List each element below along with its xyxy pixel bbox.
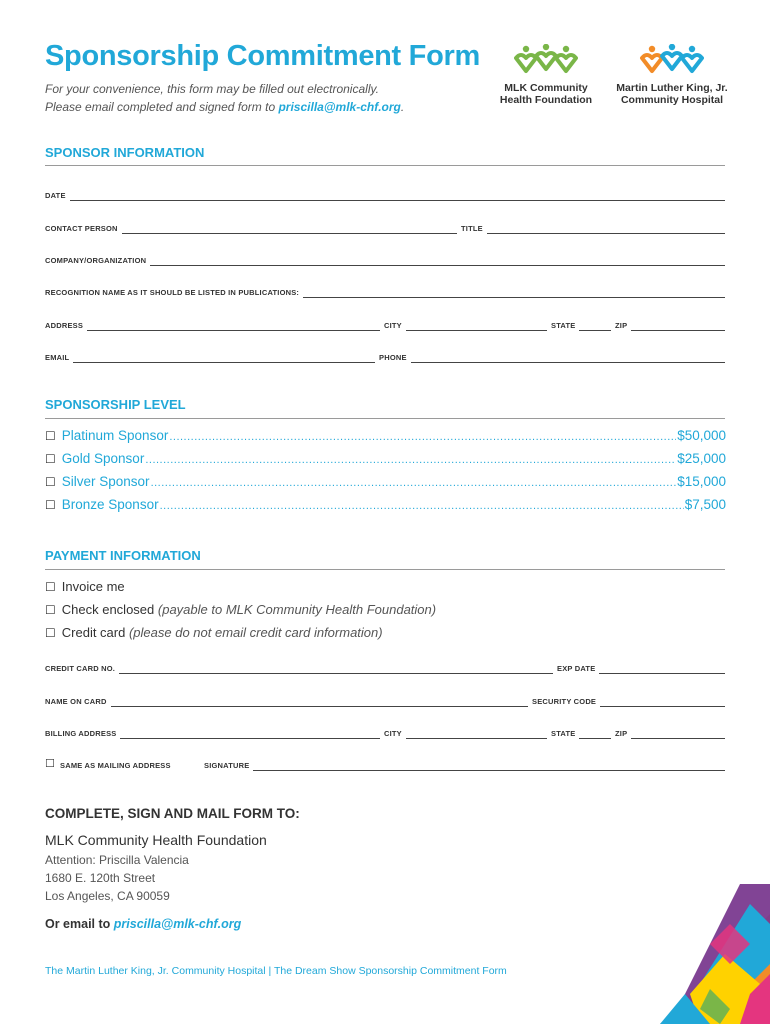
payment-option-note: (payable to MLK Community Health Foundation) [157, 602, 437, 617]
billing-city-field[interactable] [384, 727, 547, 739]
payment-option-check[interactable] [45, 602, 436, 617]
level-name: Platinum Sponsor [61, 428, 169, 443]
mail-street: 1680 E. 120th Street [45, 871, 156, 885]
contact-person-field[interactable] [45, 222, 457, 234]
address-field[interactable] [45, 319, 380, 331]
level-price: $25,000 [677, 451, 726, 466]
same-as-mailing-label-wrap [60, 759, 200, 771]
intro-line-1: For your convenience, this form may be filled out electronically. [45, 82, 379, 96]
company-line[interactable] [150, 258, 725, 266]
credit-card-number-line[interactable] [119, 666, 553, 674]
name-on-card-field[interactable] [45, 695, 528, 707]
checkbox-icon[interactable]: ☐ [45, 452, 56, 466]
checkbox-icon[interactable]: ☐ [45, 626, 56, 640]
address-line[interactable] [87, 323, 380, 331]
payment-option-invoice[interactable] [45, 579, 125, 594]
form-title: Sponsorship Commitment Form [45, 40, 480, 72]
payment-option-label: Credit card [61, 625, 126, 640]
title-field[interactable] [461, 222, 725, 234]
credit-card-number-field[interactable] [45, 662, 553, 674]
level-price: $7,500 [684, 497, 726, 512]
hearts-green-icon [513, 44, 579, 80]
phone-field[interactable] [379, 351, 725, 363]
foundation-logo-line2: Health Foundation [499, 94, 593, 106]
billing-address-label: BILLING ADDRESS [45, 729, 117, 738]
checkbox-icon[interactable]: ☐ [45, 603, 56, 617]
address-label: ADDRESS [45, 321, 84, 330]
signature-field[interactable] [204, 759, 725, 771]
level-option-gold[interactable] [45, 451, 726, 466]
payment-option-credit-card[interactable] [45, 625, 383, 640]
email-line[interactable] [73, 355, 375, 363]
signature-label: SIGNATURE [204, 761, 250, 770]
payment-option-label: Invoice me [61, 579, 125, 594]
level-price: $50,000 [677, 428, 726, 443]
billing-address-line[interactable] [120, 731, 380, 739]
mail-heading: COMPLETE, SIGN AND MAIL FORM TO: [45, 806, 300, 821]
mail-attention: Attention: Priscilla Valencia [45, 853, 189, 867]
billing-state-label: STATE [551, 729, 576, 738]
zip-line[interactable] [631, 323, 725, 331]
billing-city-line[interactable] [406, 731, 547, 739]
foundation-logo-text [496, 82, 596, 106]
intro-text [45, 80, 404, 116]
dot-leader [151, 474, 677, 489]
checkbox-icon[interactable]: ☐ [45, 475, 56, 489]
sponsor-info-heading: SPONSOR INFORMATION [45, 145, 205, 160]
recognition-name-line[interactable] [303, 290, 725, 298]
exp-date-field[interactable] [557, 662, 725, 674]
same-as-mailing-label: SAME AS MAILING ADDRESS [60, 761, 171, 770]
level-name: Bronze Sponsor [61, 497, 159, 512]
email-label: EMAIL [45, 353, 70, 362]
hospital-logo-line1: Martin Luther King, Jr. [616, 82, 728, 94]
date-label: DATE [45, 191, 66, 200]
level-option-bronze[interactable] [45, 497, 726, 512]
billing-zip-label: ZIP [615, 729, 628, 738]
exp-date-label: EXP DATE [557, 664, 596, 673]
decorative-corner-graphic [630, 884, 770, 1024]
security-code-field[interactable] [532, 695, 725, 707]
phone-label: PHONE [379, 353, 407, 362]
recognition-name-field[interactable] [45, 286, 725, 298]
payment-info-rule [45, 569, 725, 570]
mail-org-name: MLK Community Health Foundation [45, 832, 267, 848]
company-field[interactable] [45, 254, 725, 266]
credit-card-number-label: CREDIT CARD NO. [45, 664, 116, 673]
email-field[interactable] [45, 351, 375, 363]
signature-line[interactable] [253, 763, 725, 771]
mlk-hospital-logo [612, 44, 732, 106]
sponsorship-level-rule [45, 418, 725, 419]
level-option-silver[interactable] [45, 474, 726, 489]
dot-leader [169, 428, 676, 443]
city-field[interactable] [384, 319, 547, 331]
billing-state-line[interactable] [579, 731, 611, 739]
billing-zip-field[interactable] [615, 727, 725, 739]
same-as-mailing-checkbox-icon[interactable]: ☐ [45, 758, 55, 770]
mlk-foundation-logo [496, 44, 596, 106]
date-line[interactable] [70, 193, 725, 201]
phone-line[interactable] [411, 355, 725, 363]
security-code-line[interactable] [600, 699, 725, 707]
name-on-card-label: NAME ON CARD [45, 697, 107, 706]
footer-text: The Martin Luther King, Jr. Community Hospital | The Dream Show Sponsorship Commitment Form [45, 965, 507, 977]
dot-leader [160, 497, 684, 512]
date-field[interactable] [45, 189, 725, 201]
level-option-platinum[interactable] [45, 428, 726, 443]
or-email-label: Or email to [45, 917, 114, 931]
mail-city: Los Angeles, CA 90059 [45, 889, 170, 903]
foundation-logo-line1: MLK Community [504, 82, 588, 94]
security-code-label: SECURITY CODE [532, 697, 597, 706]
sponsor-info-rule [45, 165, 725, 166]
zip-label: ZIP [615, 321, 628, 330]
level-price: $15,000 [677, 474, 726, 489]
intro-email-link[interactable]: priscilla@mlk-chf.org [278, 100, 401, 114]
billing-zip-line[interactable] [631, 731, 725, 739]
billing-state-field[interactable] [551, 727, 611, 739]
intro-line-2 [45, 98, 404, 116]
payment-option-note: (please do not email credit card information) [128, 625, 383, 640]
state-field[interactable] [551, 319, 611, 331]
title-line[interactable] [487, 226, 725, 234]
title-label: TITLE [461, 224, 483, 233]
recognition-name-label: RECOGNITION NAME AS IT SHOULD BE LISTED IN PUBLICATIONS: [45, 288, 300, 297]
city-label: CITY [384, 321, 402, 330]
hospital-logo-line2: Community Hospital [620, 94, 724, 106]
checkbox-icon[interactable]: ☐ [45, 580, 56, 594]
or-email-link[interactable]: priscilla@mlk-chf.org [113, 917, 242, 931]
level-name: Gold Sponsor [61, 451, 145, 466]
level-name: Silver Sponsor [61, 474, 150, 489]
billing-address-field[interactable] [45, 727, 380, 739]
state-line[interactable] [579, 323, 611, 331]
intro-line-2-prefix: Please email completed and signed form to [45, 100, 279, 114]
payment-option-label: Check enclosed [61, 602, 155, 617]
zip-field[interactable] [615, 319, 725, 331]
contact-person-label: CONTACT PERSON [45, 224, 118, 233]
or-email-line [45, 917, 241, 931]
payment-info-heading: PAYMENT INFORMATION [45, 548, 201, 563]
billing-city-label: CITY [384, 729, 402, 738]
checkbox-icon[interactable]: ☐ [45, 429, 56, 443]
state-label: STATE [551, 321, 576, 330]
contact-person-line[interactable] [122, 226, 457, 234]
checkbox-icon[interactable]: ☐ [45, 498, 56, 512]
hearts-multicolor-icon [639, 44, 705, 80]
sponsorship-level-heading: SPONSORSHIP LEVEL [45, 397, 186, 412]
intro-line-2-suffix: . [400, 100, 405, 114]
hospital-logo-text [612, 82, 732, 106]
exp-date-line[interactable] [599, 666, 725, 674]
dot-leader [145, 451, 676, 466]
name-on-card-line[interactable] [111, 699, 528, 707]
company-label: COMPANY/ORGANIZATION [45, 256, 147, 265]
city-line[interactable] [406, 323, 547, 331]
